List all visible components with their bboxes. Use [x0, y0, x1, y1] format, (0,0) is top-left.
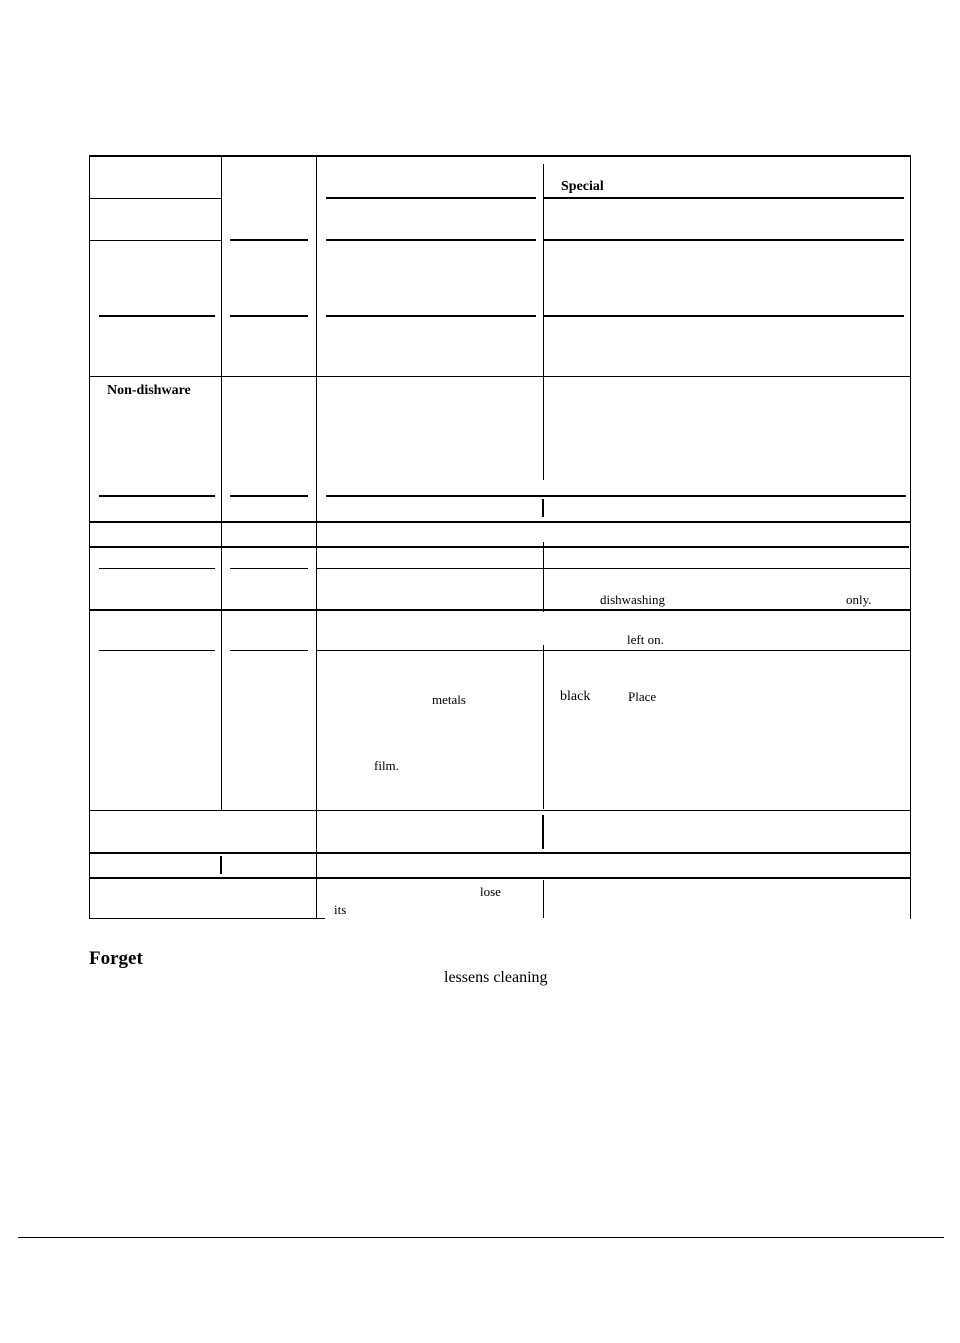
row-line-b1 — [230, 239, 308, 241]
row-line-i — [89, 609, 910, 611]
row-line-c2 — [326, 315, 536, 317]
row-line-m — [89, 877, 910, 879]
column-divider-3e — [542, 815, 544, 849]
header-special: Special — [561, 179, 604, 194]
column-divider-1 — [221, 155, 222, 810]
cell-metals: metals — [432, 692, 466, 707]
row-line-e0 — [99, 495, 215, 497]
row-line-a0 — [89, 198, 221, 199]
row-line-e1 — [230, 495, 308, 497]
column-divider-3d — [543, 645, 544, 809]
cell-non-dishware: Non-dishware — [107, 383, 191, 398]
footer-forget: Forget — [89, 948, 143, 969]
cell-place: Place — [628, 689, 657, 704]
footer-lessens-cleaning: lessens cleaning — [444, 969, 548, 986]
row-line-j1 — [230, 650, 308, 651]
row-line-h2 — [316, 568, 910, 569]
row-line-l — [89, 852, 910, 854]
row-line-b2 — [326, 239, 536, 241]
column-divider-3c — [543, 542, 544, 612]
cell-left-on: left on. — [627, 632, 664, 647]
cell-dishwashing: dishwashing — [600, 592, 665, 607]
table-top-border — [89, 155, 911, 157]
cell-black: black — [560, 689, 591, 704]
row-line-a2 — [544, 197, 904, 199]
cell-lose: lose — [480, 884, 501, 899]
row-line-c1 — [230, 315, 308, 317]
page-bottom-rule — [18, 1237, 944, 1238]
row-line-a1 — [326, 197, 536, 199]
cell-its: its — [334, 902, 347, 917]
column-divider-3f — [543, 880, 544, 918]
column-divider-small — [220, 856, 222, 874]
table-right-border — [910, 155, 911, 919]
row-line-b3 — [544, 239, 904, 241]
cell-film: film. — [374, 758, 399, 773]
column-divider-3b — [542, 499, 544, 517]
row-line-j0 — [99, 650, 215, 651]
cell-only: only. — [846, 592, 872, 607]
table-left-border — [89, 155, 90, 919]
row-line-e2 — [326, 495, 906, 497]
row-line-g — [89, 546, 909, 548]
row-line-h0 — [99, 568, 215, 569]
row-line-k — [89, 810, 910, 811]
row-line-b0 — [89, 240, 221, 241]
row-line-h1 — [230, 568, 308, 569]
row-line-f — [89, 521, 910, 523]
table-bottom-border — [89, 918, 325, 919]
row-line-c3 — [544, 315, 904, 317]
row-line-j2 — [316, 650, 910, 651]
column-divider-3a — [543, 164, 544, 480]
row-line-d — [89, 376, 911, 377]
row-line-c0 — [99, 315, 215, 317]
column-divider-2 — [316, 155, 317, 919]
